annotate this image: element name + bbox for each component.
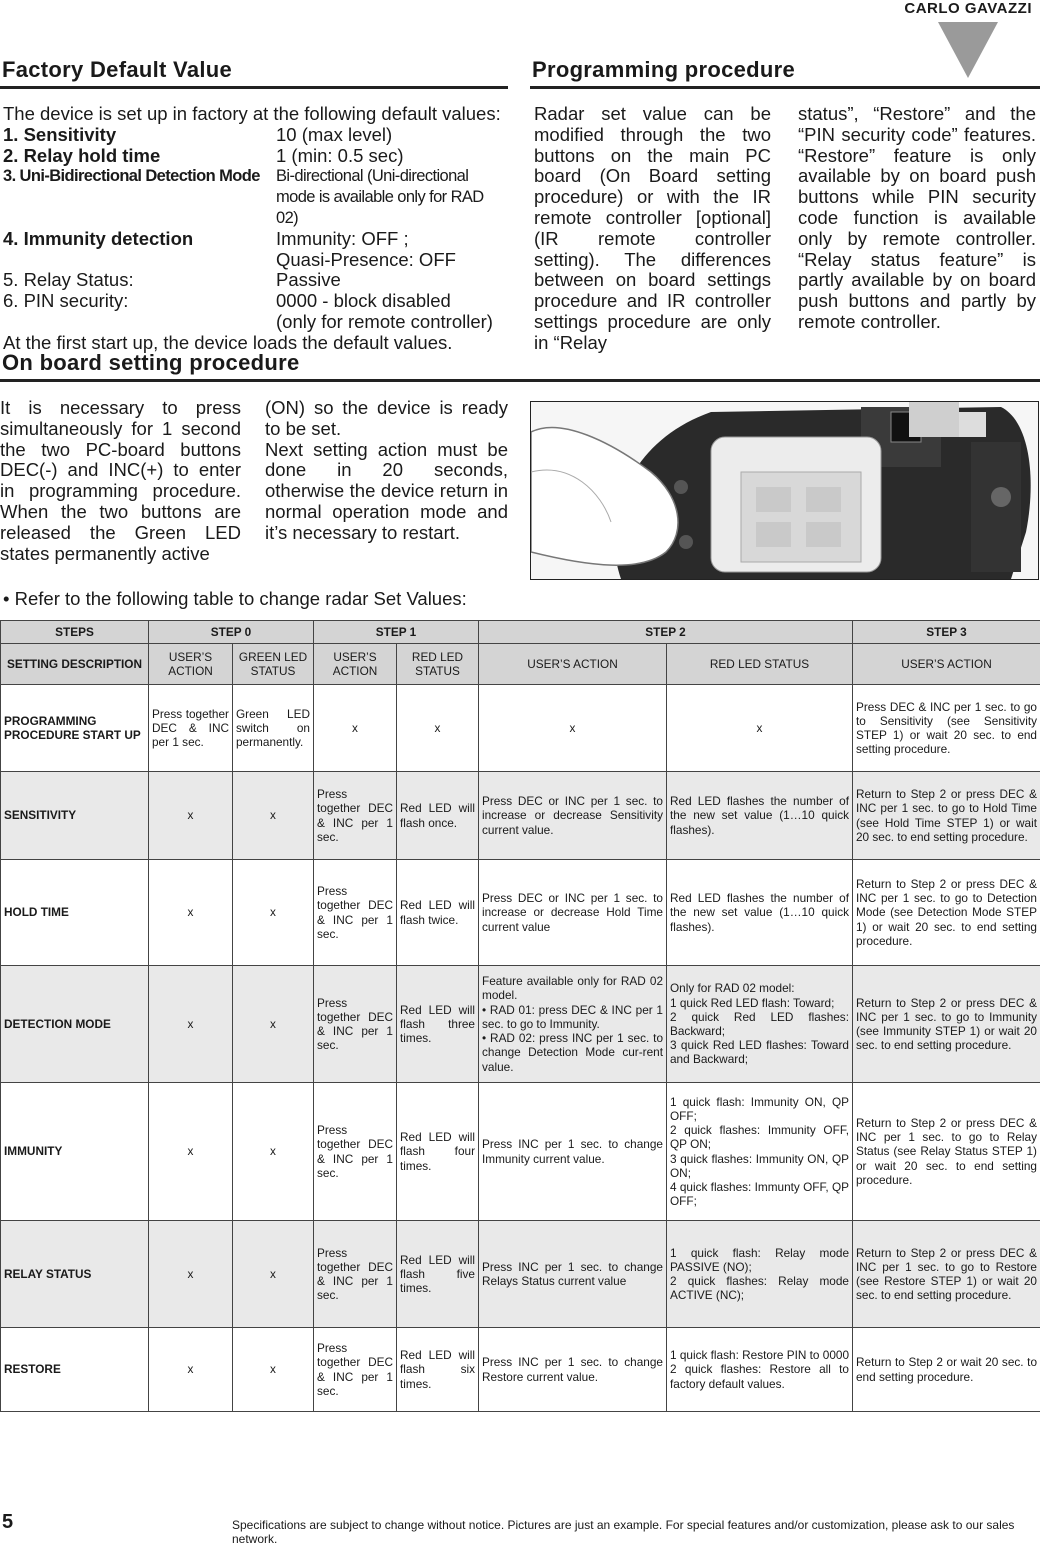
factory-title: Factory Default Value: [2, 57, 232, 83]
table-cell: x: [233, 860, 314, 966]
pcb-photo: [530, 401, 1039, 580]
footer-note: Specifications are subject to change without notice. Pictures are just an example. For special features and/or customization, please ask to our sales network.: [232, 1518, 1040, 1546]
default-value: 0000 - block disabled: [276, 291, 508, 312]
default-value: Immunity: OFF ;: [276, 229, 508, 250]
table-cell: Red LED flashes the number of the new set value (1…10 quick flashes).: [667, 860, 853, 966]
onboard-rule: [0, 379, 1040, 382]
table-cell: Press together DEC & INC per 1 sec.: [314, 772, 397, 860]
default-value-cont: (only for remote controller): [276, 312, 508, 333]
table-cell: Press together DEC & INC per 1 sec.: [314, 860, 397, 966]
settings-table: [0, 620, 1040, 1412]
brand-logo: CARLO GAVAZZI: [904, 0, 1032, 17]
table-cell: x: [233, 966, 314, 1083]
table-cell: x: [149, 772, 233, 860]
table-row: [1, 1221, 1040, 1328]
header-cell: STEP 3: [853, 621, 1040, 644]
table-cell: Press INC per 1 sec. to change Immunity current value.: [479, 1083, 667, 1221]
table-cell: Red LED flashes the number of the new set value (1…10 quick flashes).: [667, 772, 853, 860]
table-cell: x: [667, 685, 853, 772]
onboard-col2-b: Next setting action must be done in 20 seconds, otherwise the device return in normal operation mode and it’s necessary to restart.: [265, 440, 508, 544]
header-cell: USER’S ACTION: [149, 644, 233, 685]
table-row: [1, 1328, 1040, 1412]
default-key: 4. Immunity detection: [3, 229, 276, 250]
setting-description-cell: RESTORE: [1, 1328, 149, 1412]
table-header-steps: [1, 621, 1040, 644]
table-cell: Red LED will flash five times.: [397, 1221, 479, 1328]
table-cell: x: [233, 1221, 314, 1328]
factory-defaults: [3, 104, 508, 354]
table-cell: Press DEC or INC per 1 sec. to increase or decrease Sensitivity current value.: [479, 772, 667, 860]
header-cell: STEP 2: [479, 621, 853, 644]
default-value: Passive: [276, 270, 508, 291]
header-cell: SETTING DESCRIPTION: [1, 644, 149, 685]
header-cell: STEP 1: [314, 621, 479, 644]
table-cell: Return to Step 2 or press DEC & INC per 1 sec. to go to Detection Mode (see Detection Mode STEP 1) or wait 20 sec. to end setting procedure.: [853, 860, 1040, 966]
table-cell: 1 quick flash: Relay mode PASSIVE (NO); 2 quick flashes: Relay mode ACTIVE (NC);: [667, 1221, 853, 1328]
onboard-col1: It is necessary to press simultaneously for 1 second the two PC-board buttons DEC(-) and INC(+) to enter in programming procedure. When the two buttons are released the Green LED states permanently active: [0, 398, 241, 564]
header-cell: USER’S ACTION: [479, 644, 667, 685]
header-cell: USER’S ACTION: [853, 644, 1040, 685]
setting-description-cell: HOLD TIME: [1, 860, 149, 966]
table-cell: Green LED switch on permanently.: [233, 685, 314, 772]
header-cell: STEP 0: [149, 621, 314, 644]
table-cell: x: [233, 772, 314, 860]
table-cell: Feature available only for RAD 02 model. • RAD 01: press DEC & INC per 1 sec. to go to Immunity. • RAD 02: press INC per 1 sec. to change Detection Mode cur-rent value.: [479, 966, 667, 1083]
pcb-illustration: [531, 402, 1038, 579]
default-value: 10 (max level): [276, 125, 508, 146]
factory-intro: The device is set up in factory at the following default values:: [3, 104, 508, 125]
table-cell: Return to Step 2 or press DEC & INC per 1 sec. to go to Immunity (see Immunity STEP 1) or wait 20 sec. to end setting procedure.: [853, 966, 1040, 1083]
header-cell: USER’S ACTION: [314, 644, 397, 685]
programming-rule: [530, 86, 1040, 89]
table-cell: x: [397, 685, 479, 772]
default-value-cont: Quasi-Presence: OFF: [276, 250, 508, 271]
default-key: 3. Uni-Bidirectional Detection Mode: [3, 166, 276, 187]
table-cell: x: [149, 860, 233, 966]
table-cell: Press together DEC & INC per 1 sec.: [314, 966, 397, 1083]
programming-title: Programming procedure: [532, 57, 795, 83]
setting-description-cell: PROGRAMMING PROCEDURE START UP: [1, 685, 149, 772]
brand-triangle-icon: [938, 22, 998, 78]
table-cell: x: [314, 685, 397, 772]
factory-rule: [0, 86, 508, 89]
page-number: 5: [2, 1511, 13, 1534]
table-cell: Red LED will flash four times.: [397, 1083, 479, 1221]
default-value: Bi-directional (Uni-directional: [276, 166, 508, 187]
table-cell: x: [233, 1328, 314, 1412]
table-cell: Press together DEC & INC per 1 sec.: [314, 1328, 397, 1412]
header-cell: RED LED STATUS: [397, 644, 479, 685]
default-key: 1. Sensitivity: [3, 125, 276, 146]
table-row: [1, 772, 1040, 860]
header-cell: RED LED STATUS: [667, 644, 853, 685]
table-row: [1, 966, 1040, 1083]
header-cell: GREEN LED STATUS: [233, 644, 314, 685]
setting-description-cell: DETECTION MODE: [1, 966, 149, 1083]
table-cell: Press INC per 1 sec. to change Relays Status current value: [479, 1221, 667, 1328]
table-cell: Return to Step 2 or press DEC & INC per 1 sec. to go to Hold Time (see Hold Time STEP 1) or wait 20 sec. to end setting procedure.: [853, 772, 1040, 860]
programming-col2: status”, “Restore” and the “PIN security code” features. “Restore” feature is only available by on board push buttons while PIN security code function is available only by remote controller. “Relay status feature” is partly available by on board push buttons and partly by remote controller.: [798, 104, 1036, 333]
table-cell: Press INC per 1 sec. to change Restore current value.: [479, 1328, 667, 1412]
table-cell: Return to Step 2 or press DEC & INC per 1 sec. to go to Relay Status (see Relay Status STEP 1) or wait 20 sec. to end setting procedure.: [853, 1083, 1040, 1221]
onboard-title: On board setting procedure: [2, 350, 300, 376]
table-cell: x: [479, 685, 667, 772]
onboard-col2-a: (ON) so the device is ready to be set.: [265, 398, 508, 440]
table-cell: x: [149, 1221, 233, 1328]
table-cell: Press DEC & INC per 1 sec. to go to Sensitivity (see Sensitivity STEP 1) or wait 20 sec. to end setting procedure.: [853, 685, 1040, 772]
table-cell: x: [149, 1328, 233, 1412]
table-cell: 1 quick flash: Restore PIN to 0000 2 quick flashes: Restore all to factory default values.: [667, 1328, 853, 1412]
table-cell: Return to Step 2 or wait 20 sec. to end setting procedure.: [853, 1328, 1040, 1412]
table-cell: Press together DEC & INC per 1 sec.: [149, 685, 233, 772]
table-cell: x: [149, 1083, 233, 1221]
table-row: [1, 685, 1040, 772]
table-cell: 1 quick flash: Immunity ON, QP OFF; 2 quick flashes: Immunity OFF, QP ON; 3 quick flashes: Immunity ON, QP ON; 4 quick flashes: Immunty OFF, QP OFF;: [667, 1083, 853, 1221]
default-value-cont: mode is available only for RAD 02): [276, 187, 508, 229]
table-cell: Red LED will flash twice.: [397, 860, 479, 966]
default-value: 1 (min: 0.5 sec): [276, 146, 508, 167]
refer-note: • Refer to the following table to change radar Set Values:: [3, 589, 467, 610]
table-cell: Red LED will flash three times.: [397, 966, 479, 1083]
programming-col1: Radar set value can be modified through the two buttons on the main PC board (On Board setting procedure) or with the IR remote controller [optional] (IR remote controller setting). The differences between on board settings procedure and IR controller settings procedure are only in “Relay: [534, 104, 771, 354]
table-cell: Return to Step 2 or press DEC & INC per 1 sec. to go to Restore (see Restore STEP 1) or wait 20 sec. to end setting procedure.: [853, 1221, 1040, 1328]
header-cell: STEPS: [1, 621, 149, 644]
table-row: [1, 1083, 1040, 1221]
table-cell: Press DEC or INC per 1 sec. to increase or decrease Hold Time current value: [479, 860, 667, 966]
setting-description-cell: RELAY STATUS: [1, 1221, 149, 1328]
table-row: [1, 860, 1040, 966]
table-header-columns: [1, 644, 1040, 685]
default-key: 6. PIN security:: [3, 291, 276, 312]
setting-description-cell: IMMUNITY: [1, 1083, 149, 1221]
onboard-col2: [265, 398, 508, 544]
table-cell: Red LED will flash once.: [397, 772, 479, 860]
table-cell: Press together DEC & INC per 1 sec.: [314, 1083, 397, 1221]
table-cell: Red LED will flash six times.: [397, 1328, 479, 1412]
setting-description-cell: SENSITIVITY: [1, 772, 149, 860]
factory-outro: At the first start up, the device loads the default values.: [3, 333, 508, 354]
table-cell: x: [233, 1083, 314, 1221]
table-cell: Only for RAD 02 model: 1 quick Red LED flash: Toward; 2 quick Red LED flashes: Backward; 3 quick Red LED flashes: Toward and Backward;: [667, 966, 853, 1083]
default-key: 2. Relay hold time: [3, 146, 276, 167]
table-cell: Press together DEC & INC per 1 sec.: [314, 1221, 397, 1328]
table-cell: x: [149, 966, 233, 1083]
default-key: 5. Relay Status:: [3, 270, 276, 291]
